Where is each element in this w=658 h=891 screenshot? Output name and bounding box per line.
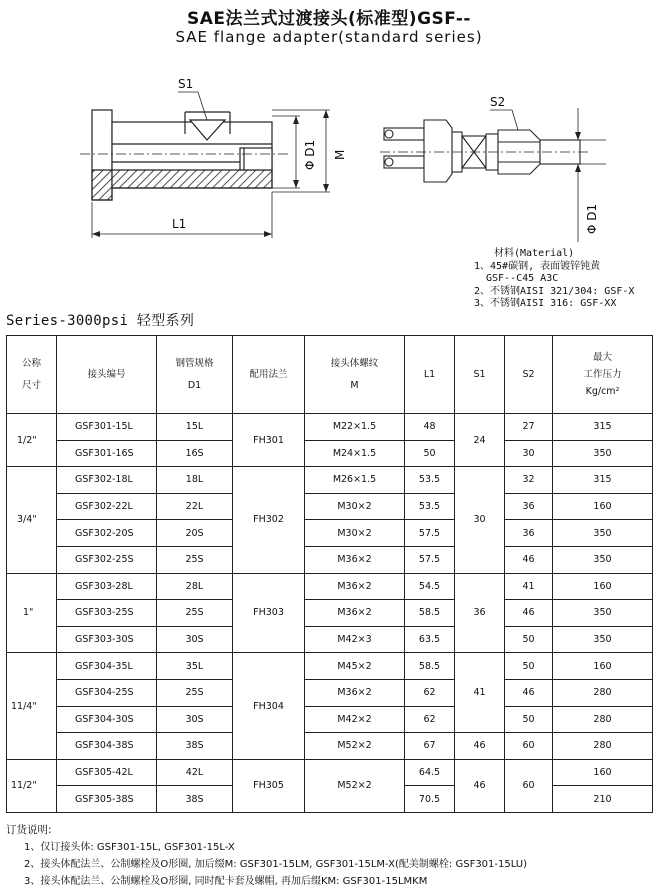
l1-cell: 64.5 [405,759,455,786]
table-row [7,520,653,547]
code-cell: GSF304-38S [57,733,157,760]
tube-cell: 35L [157,653,233,680]
thread-cell: M22×1.5 [305,414,405,441]
header-size: 公称 尺寸 [7,336,57,414]
pressure-cell: 280 [553,679,653,706]
l1-cell: 48 [405,414,455,441]
s1-cell: 30 [455,467,505,573]
s2-cell: 32 [505,467,553,494]
code-cell: GSF303-28L [57,573,157,600]
code-cell: GSF305-42L [57,759,157,786]
tube-cell: 25S [157,679,233,706]
size-cell: 11/2" [7,759,57,812]
thread-cell: M36×2 [305,546,405,573]
code-cell: GSF303-25S [57,600,157,627]
header-l1: L1 [405,336,455,414]
material-notes [474,248,634,311]
code-cell: GSF302-22L [57,493,157,520]
code-cell: GSF302-18L [57,467,157,494]
tube-cell: 30S [157,706,233,733]
pressure-cell: 315 [553,467,653,494]
order-title: 订货说明: [6,824,52,836]
s2-cell: 50 [505,706,553,733]
header-s1: S1 [455,336,505,414]
m-label: M [333,149,347,160]
size-cell: 3/4" [7,467,57,573]
s2-cell: 36 [505,493,553,520]
s2-cell: 36 [505,520,553,547]
table-row [7,546,653,573]
thread-cell: M30×2 [305,493,405,520]
d1-label-right: Φ D1 [585,203,599,234]
tube-cell: 15L [157,414,233,441]
s1-label: S1 [178,77,194,91]
header-code: 接头编号 [57,336,157,414]
pressure-cell: 160 [553,573,653,600]
flange-cell: FH305 [233,759,305,812]
code-cell: GSF305-38S [57,786,157,813]
s2-cell: 50 [505,626,553,653]
s1-cell: 24 [455,414,505,467]
code-cell: GSF303-30S [57,626,157,653]
table-row [7,759,653,786]
code-cell: GSF304-30S [57,706,157,733]
header-flange: 配用法兰 [233,336,305,414]
l1-cell: 50 [405,440,455,467]
order-item: 3、接头体配法兰、公制螺栓及O形圈, 同时配卡套及螺帽, 再加后缀KM: GSF301-15LMKM [24,876,428,887]
table-row [7,600,653,627]
code-cell: GSF304-35L [57,653,157,680]
tube-cell: 25S [157,546,233,573]
pressure-cell: 160 [553,493,653,520]
s1-cell: 46 [455,733,505,760]
pressure-cell: 350 [553,626,653,653]
material-heading: 材料(Material) [494,248,575,259]
s2-cell: 30 [505,440,553,467]
l1-cell: 58.5 [405,653,455,680]
l1-cell: 67 [405,733,455,760]
thread-cell: M30×2 [305,520,405,547]
pressure-cell: 350 [553,520,653,547]
l1-cell: 57.5 [405,520,455,547]
thread-cell: M24×1.5 [305,440,405,467]
size-cell: 11/4" [7,653,57,759]
pressure-cell: 210 [553,786,653,813]
table-row [7,573,653,600]
order-notes [6,822,527,890]
thread-cell: M42×3 [305,626,405,653]
s2-cell: 60 [505,759,553,812]
l1-label: L1 [172,217,187,231]
s2-cell: 46 [505,600,553,627]
pressure-cell: 315 [553,414,653,441]
d1-label-left: Φ D1 [303,139,317,170]
material-line: 1、45#碳钢, 表面镀锌钝黄 [474,260,601,272]
pressure-cell: 160 [553,653,653,680]
l1-cell: 62 [405,679,455,706]
s2-cell: 41 [505,573,553,600]
s1-cell: 46 [455,759,505,812]
code-cell: GSF304-25S [57,679,157,706]
code-cell: GSF302-20S [57,520,157,547]
page-subtitle: SAE flange adapter(standard series) [175,28,483,46]
page-title: SAE法兰式过渡接头(标准型)GSF-- [187,9,471,29]
size-cell: 1" [7,573,57,653]
code-cell: GSF302-25S [57,546,157,573]
l1-cell: 53.5 [405,493,455,520]
adapter-assembly-view [384,120,580,182]
code-cell: GSF301-15L [57,414,157,441]
header-s2: S2 [505,336,553,414]
s2-label: S2 [490,95,506,109]
s2-cell: 46 [505,546,553,573]
material-line: GSF--C45 A3C [486,273,559,284]
s2-cell: 46 [505,679,553,706]
code-cell: GSF301-16S [57,440,157,467]
l1-cell: 70.5 [405,786,455,813]
table-row [7,653,653,680]
header-pressure: 最大 工作压力 Kg/cm² [553,336,653,414]
header-tube: 钢管规格 D1 [157,336,233,414]
order-item: 2、接头体配法兰、公制螺栓及O形圈, 加后缀M: GSF301-15LM, GSF301-15LM-X(配美制螺栓: GSF301-15LU) [24,859,528,870]
flange-cell: FH302 [233,467,305,573]
adapter-side-view [80,92,330,238]
technical-drawing [0,52,658,262]
table-row [7,706,653,733]
pressure-cell: 160 [553,759,653,786]
table-header-row [7,336,653,414]
table-row [7,467,653,494]
flange-cell: FH301 [233,414,305,467]
s2-cell: 27 [505,414,553,441]
l1-cell: 63.5 [405,626,455,653]
pressure-cell: 350 [553,440,653,467]
flange-cell: FH303 [233,573,305,653]
table-row [7,733,653,760]
thread-cell: M36×2 [305,573,405,600]
tube-cell: 38S [157,786,233,813]
material-line: 2、不锈钢AISI 321/304: GSF-X [474,285,635,297]
thread-cell: M26×1.5 [305,467,405,494]
thread-cell: M52×2 [305,759,405,812]
size-cell: 1/2" [7,414,57,467]
s1-cell: 41 [455,653,505,733]
thread-cell: M36×2 [305,679,405,706]
table-row [7,493,653,520]
tube-cell: 16S [157,440,233,467]
tube-cell: 22L [157,493,233,520]
s2-cell: 50 [505,653,553,680]
pressure-cell: 350 [553,546,653,573]
tube-cell: 20S [157,520,233,547]
s1-cell: 36 [455,573,505,653]
table-row [7,440,653,467]
header-thread: 接头体螺纹 M [305,336,405,414]
thread-cell: M42×2 [305,706,405,733]
l1-cell: 58.5 [405,600,455,627]
l1-cell: 53.5 [405,467,455,494]
pressure-cell: 350 [553,600,653,627]
tube-cell: 38S [157,733,233,760]
tube-cell: 28L [157,573,233,600]
pressure-cell: 280 [553,706,653,733]
flange-cell: FH304 [233,653,305,759]
order-item: 1、仅订接头体: GSF301-15L, GSF301-15L-X [24,842,235,853]
spec-table [6,335,653,813]
series-title: Series-3000psi 轻型系列 [6,313,195,329]
l1-cell: 62 [405,706,455,733]
thread-cell: M45×2 [305,653,405,680]
tube-cell: 18L [157,467,233,494]
s2-cell: 60 [505,733,553,760]
tube-cell: 30S [157,626,233,653]
thread-cell: M52×2 [305,733,405,760]
tube-cell: 42L [157,759,233,786]
material-line: 3、不锈钢AISI 316: GSF-XX [474,298,617,309]
table-row [7,679,653,706]
l1-cell: 54.5 [405,573,455,600]
tube-cell: 25S [157,600,233,627]
l1-cell: 57.5 [405,546,455,573]
table-row [7,626,653,653]
pressure-cell: 280 [553,733,653,760]
thread-cell: M36×2 [305,600,405,627]
table-row [7,414,653,441]
